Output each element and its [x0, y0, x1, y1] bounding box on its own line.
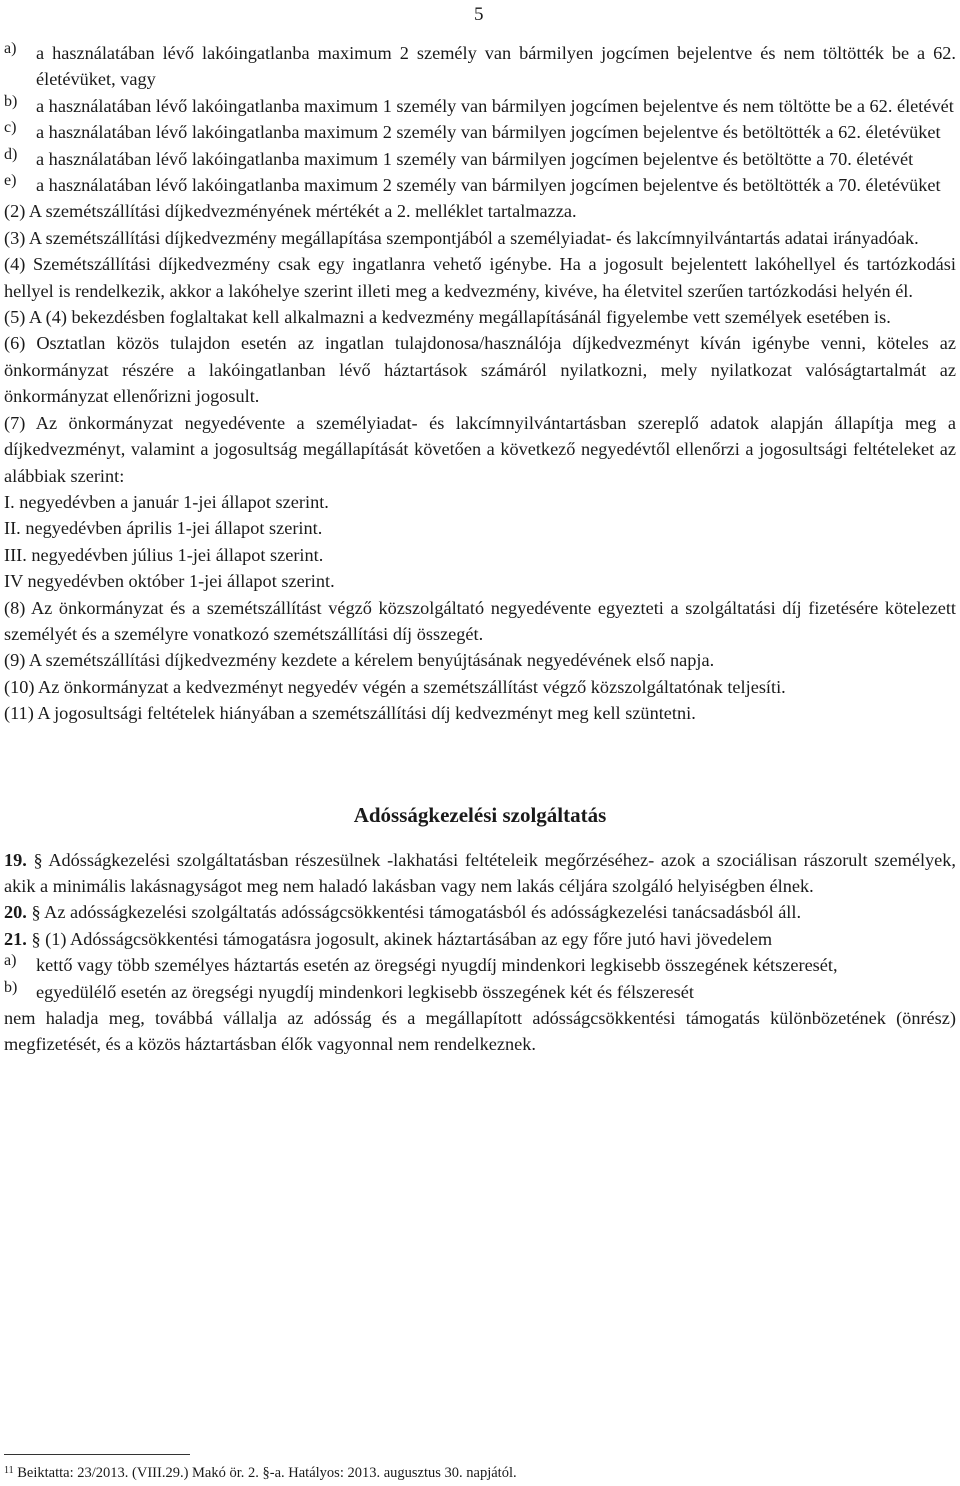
list-item — [4, 119, 956, 145]
footnote-text: Beiktatta: 23/2013. (VIII.29.) Makó ör. 2. §-a. Hatályos: 2013. augusztus 30. napjától. — [13, 1465, 517, 1481]
paragraph: (4) Szemétszállítási díjkedvezmény csak egy ingatlanra vehető igénybe. Ha a jogosult bejelentett lakóhellyel és tartózkodási hellyel is rendelkezik, akkor a lakóhelye szerint illeti meg a kedvezmény, kivéve, ha életvitel szerűen tartózkodási helyén él. — [4, 254, 956, 301]
page-number: 5 — [474, 4, 484, 25]
article-20 — [4, 899, 956, 925]
article-19 — [4, 847, 956, 900]
quarter-line: III. negyedévben július 1-jei állapot szerint. — [4, 544, 324, 565]
paragraph: (11) A jogosultsági feltételek hiányában a szemétszállítási díj kedvezményt meg kell szüntetni. — [4, 703, 696, 724]
list-item — [4, 952, 956, 978]
footnote — [4, 1462, 517, 1482]
list-item-text: a használatában lévő lakóingatlanba maximum 1 személy van bármilyen jogcímen bejelentve és betöltötte a 70. életévét — [36, 148, 914, 169]
list-item-label: c) — [4, 119, 17, 137]
paragraph: (2) A szemétszállítási díjkedvezményének mértékét a 2. melléklet tartalmazza. — [4, 201, 577, 222]
quarter-line: I. negyedévben a január 1-jei állapot szerint. — [4, 491, 329, 512]
paragraph: (5) A (4) bekezdésben foglaltakat kell alkalmazni a kedvezmény megállapításánál figyelembe vett személyek esetében is. — [4, 307, 891, 328]
paragraph: nem haladja meg, továbbá vállalja az adósság és a megállapított adósságcsökkentési támogatás különbözetének (önrész) megfizetését, és a közös háztartásban élők vagyonnal nem rendelkeznek. — [4, 1008, 956, 1055]
list-item-label: b) — [4, 978, 18, 996]
list-item-text: egyedülélő esetén az öregségi nyugdíj mindenkori legkisebb összegének két és félszeresét — [36, 981, 694, 1002]
list-item-text: kettő vagy több személyes háztartás esetén az öregségi nyugdíj mindenkori legkisebb összegének kétszeresét, — [36, 955, 838, 976]
section-sign: § — [31, 902, 41, 923]
list-item — [4, 93, 956, 119]
list-item-label: a) — [4, 952, 17, 970]
paragraph: (8) Az önkormányzat és a szemétszállítást végző közszolgáltató negyedévente egyezteti a szolgáltatási díj fizetésére kötelezett személyét és a személyre vonatkozó szemétszállítási díj összegét. — [4, 597, 956, 644]
list-item-label: a) — [4, 40, 17, 57]
article-text: Adósságkezelési szolgáltatásban részesülnek -lakhatási feltételeik megőrzéséhez- azok a szociálisan rászorult személyek, akik a minimális lakásnagyságot meg nem haladó lakásban vagy nem lakás céljára szolgáló helyiségben élnek. — [4, 849, 956, 896]
paragraph: (10) Az önkormányzat a kedvezményt negyedév végén a szemétszállítást végző közszolgáltatónak teljesíti. — [4, 676, 786, 697]
section-title: Adósságkezelési szolgáltatás — [353, 802, 607, 827]
paragraph: (7) Az önkormányzat negyedévente a személyiadat- és lakcímnyilvántartásban szereplő adatok alapján állapítja meg a díjkedvezményt, valamint a jogosultság megállapítását követően a következő negyedévtől ellenőrzi a jogosultsági feltételeket az alábbiak szerint: — [4, 412, 956, 486]
article-number: 19. — [4, 849, 27, 870]
footnote-divider — [4, 1454, 190, 1455]
document-body — [4, 40, 956, 1058]
list-item-text: a használatában lévő lakóingatlanba maximum 1 személy van bármilyen jogcímen bejelentve és nem töltötte be a 62. életévét — [36, 95, 954, 116]
list-item-label: b) — [4, 92, 18, 110]
article-number: 21. — [4, 928, 27, 949]
list-item-text: a használatában lévő lakóingatlanba maximum 2 személy van bármilyen jogcímen bejelentve és betöltötték a 62. életévüket — [36, 122, 941, 143]
section-sign: § — [31, 928, 41, 949]
list-item-text: a használatában lévő lakóingatlanba maximum 2 személy van bármilyen jogcímen bejelentve és nem töltötték be a 62. életévüket, vagy — [36, 43, 956, 90]
list-item — [4, 146, 956, 172]
list-item — [4, 979, 956, 1005]
footnote-mark: 11 — [4, 1465, 14, 1476]
paragraph: (6) Osztatlan közös tulajdon esetén az ingatlan tulajdonosa/használója díjkedvezményt kíván igénybe venni, köteles az önkormányzat részére a lakóingatlanban lévő háztartások számáról nyilatkozni, mely nyilatkozat valóságtartalmát az önkormányzat ellenőrizni jogosult. — [4, 333, 956, 407]
list-item-text: a használatában lévő lakóingatlanba maximum 2 személy van bármilyen jogcímen bejelentve és betöltötték a 70. életévüket — [36, 175, 941, 196]
paragraph: (9) A szemétszállítási díjkedvezmény kezdete a kérelem benyújtásának negyedévének első napja. — [4, 650, 715, 671]
section-heading-wrap — [4, 801, 956, 829]
quarter-line: IV negyedévben október 1-jei állapot szerint. — [4, 571, 335, 592]
list-top — [4, 40, 956, 198]
paragraph: (3) A szemétszállítási díjkedvezmény megállapítása szempontjából a személyiadat- és lakcímnyilvántartás adatai irányadóak. — [4, 227, 919, 248]
section-sign: § — [33, 849, 43, 870]
list-item — [4, 172, 956, 198]
list-item-label: e) — [4, 172, 17, 190]
list-item — [4, 40, 956, 93]
article-number: 20. — [4, 902, 27, 923]
article-21 — [4, 926, 956, 952]
article-text: Az adósságkezelési szolgáltatás adósságcsökkentési támogatásból és adósságkezelési tanácsadásból áll. — [40, 902, 802, 923]
list-item-label: d) — [4, 145, 18, 163]
quarter-line: II. negyedévben április 1-jei állapot szerint. — [4, 518, 323, 539]
article-text: (1) Adósságcsökkentési támogatásra jogosult, akinek háztartásában az egy főre jutó havi jövedelem — [40, 928, 773, 949]
